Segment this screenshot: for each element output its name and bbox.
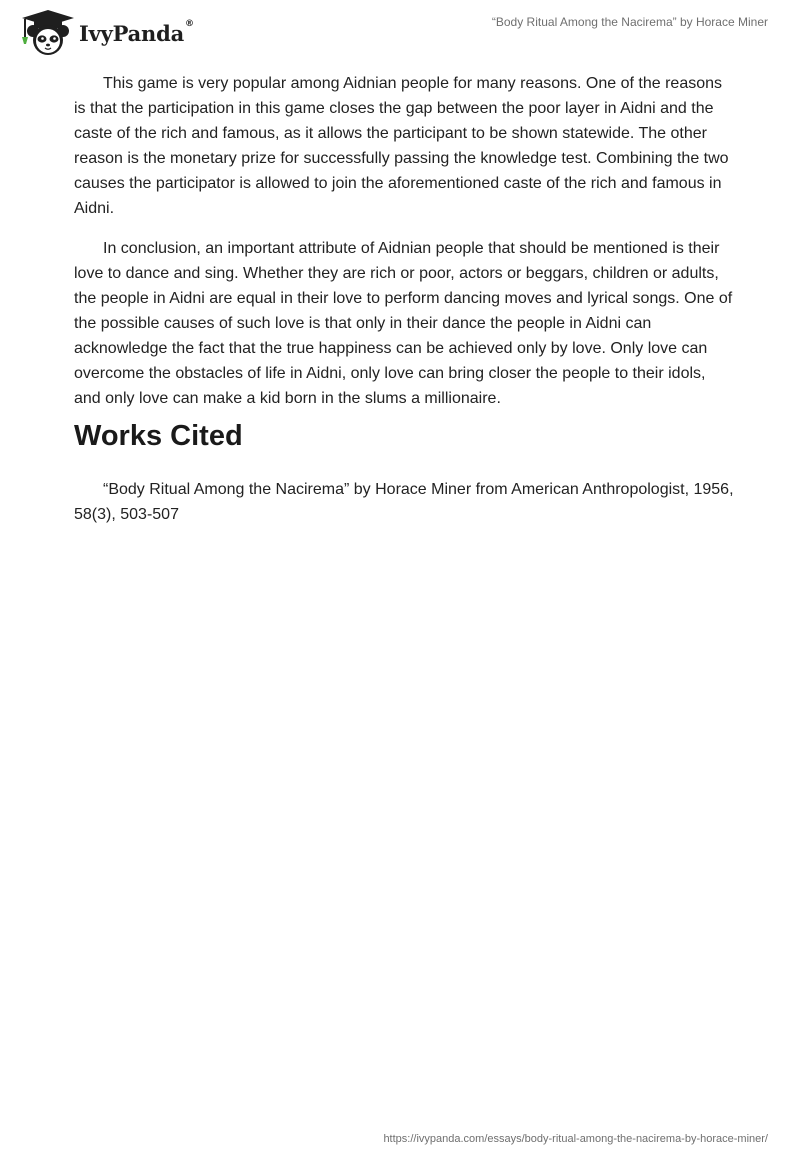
source-url-link[interactable]: https://ivypanda.com/essays/body-ritual-among-the-nacirema-by-horace-miner/ <box>383 1133 768 1145</box>
registered-mark: ® <box>185 18 194 29</box>
panda-graduate-icon <box>14 7 78 57</box>
citation-entry: “Body Ritual Among the Nacirema” by Horace Miner from American Anthropologist, 1956, 58(3), 503-507 <box>74 481 734 523</box>
logo-wordmark: IvyPanda® <box>79 18 194 46</box>
ivypanda-logo[interactable] <box>14 7 194 57</box>
running-title: “Body Ritual Among the Nacirema” by Horace Miner <box>491 15 768 29</box>
works-cited-heading: Works Cited <box>74 420 243 452</box>
essay-body <box>74 71 734 523</box>
paragraph: This game is very popular among Aidnian people for many reasons. One of the reasons is that the participation in this game closes the gap between the poor layer in Aidni and the caste of the rich and famous, as it allows the participant to be shown statewide. The other reason is the monetary prize for successfully passing the knowledge test. Combining the two causes the participator is allowed to join the aforementioned caste of the rich and famous in Aidni. <box>74 75 729 217</box>
paragraph: In conclusion, an important attribute of Aidnian people that should be mentioned is their love to dance and sing. Whether they are rich or poor, actors or beggars, children or adults, the people in Aidni are equal in their love to perform dancing moves and lyrical songs. One of the possible causes of such love is that only in their dance the people in Aidni can acknowledge the fact that the true happiness can be achieved only by love. Only love can overcome the obstacles of life in Aidni, only love can bring closer the people to their idols, and only love can make a kid born in the slums a millionaire. <box>74 240 733 407</box>
page-header <box>0 0 800 60</box>
